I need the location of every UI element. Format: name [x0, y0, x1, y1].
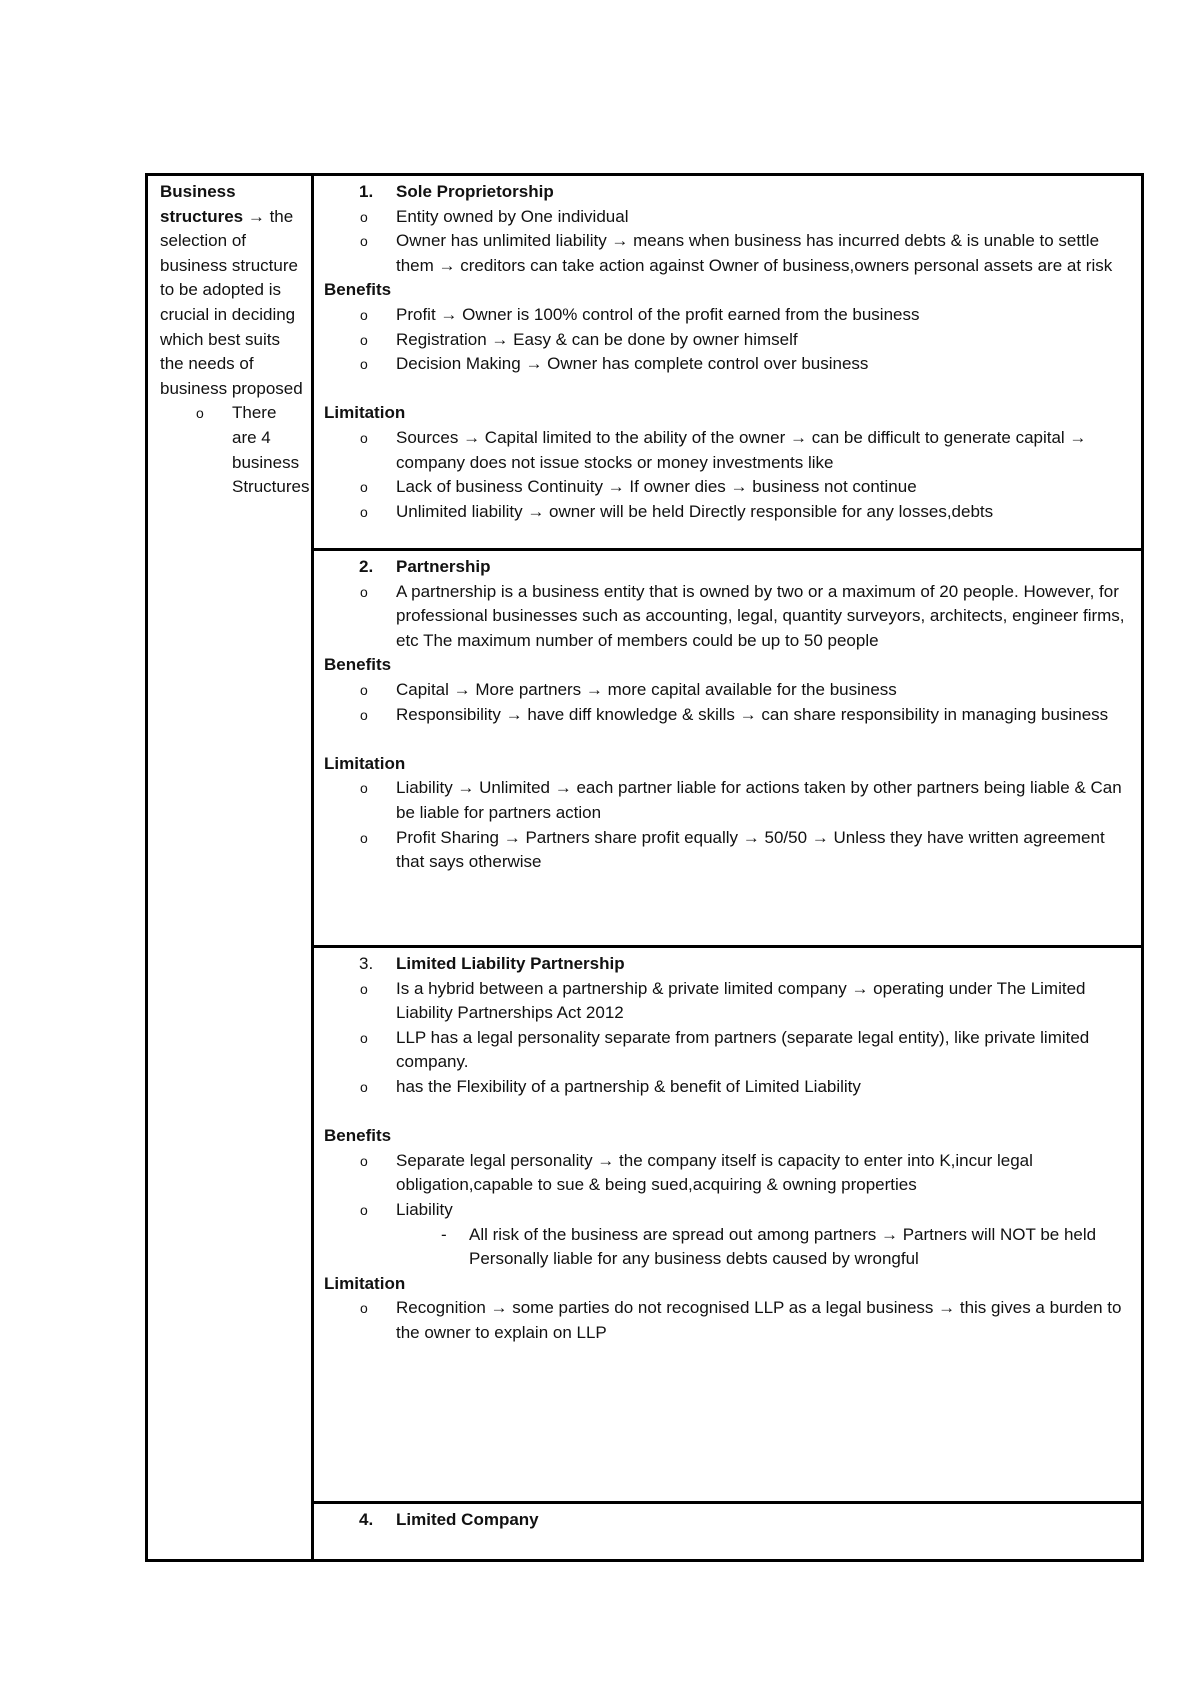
benefits-label: Benefits — [324, 1126, 392, 1146]
list-item-text: Registration → Easy & can be done by owner himself — [396, 329, 798, 349]
list-item — [324, 580, 1131, 654]
bullet-icon: o — [360, 1029, 368, 1046]
limitation-label: Limitation — [324, 403, 406, 423]
bullet-icon: o — [360, 1300, 368, 1317]
intro-rest: → the selection of business structure to be adopted is crucial in deciding which best suits the needs of business proposed — [160, 206, 303, 398]
bullet-icon: o — [360, 829, 368, 846]
list-item — [324, 1296, 1131, 1345]
list-item — [324, 303, 1131, 328]
list-item-text: Responsibility → have diff knowledge & skills → can share responsibility in managing business — [396, 704, 1109, 724]
bullet-icon: o — [360, 479, 368, 496]
list-item-text: Lack of business Continuity → If owner dies → business not continue — [396, 477, 917, 497]
list-item-text: has the Flexibility of a partnership & benefit of Limited Liability — [396, 1076, 861, 1096]
section-number: 1. — [359, 182, 374, 201]
list-item — [324, 826, 1131, 875]
benefits-label: Benefits — [324, 280, 392, 300]
section-number: 4. — [359, 1510, 374, 1529]
list-item — [324, 703, 1131, 728]
bullet-icon: o — [360, 1201, 368, 1218]
list-item-text: Recognition → some parties do not recognised LLP as a legal business → this gives a burden to the owner to explain on LLP — [396, 1298, 1122, 1342]
section-llp — [314, 945, 1141, 1501]
notes-table — [145, 173, 1144, 1562]
bullet-icon: o — [360, 583, 368, 600]
section-heading — [324, 180, 1131, 205]
bullet-icon: o — [360, 681, 368, 698]
list-item — [324, 1075, 1131, 1100]
list-item-text: Liability → Unlimited → each partner liable for actions taken by other partners being liable & Can be liable for partners action — [396, 778, 1122, 822]
intro-bold: Business structures — [160, 182, 244, 226]
list-item-text: LLP has a legal personality separate from partners (separate legal entity), like private limited company. — [396, 1027, 1090, 1072]
section-title: Limited Company — [396, 1510, 539, 1529]
list-item-text: Is a hybrid between a partnership & private limited company → operating under The Limited Liability Partnerships Act 2012 — [396, 978, 1086, 1023]
bullet-icon: o — [360, 1078, 368, 1095]
section-partnership — [314, 548, 1141, 945]
right-column — [314, 176, 1141, 1559]
limitation-label: Limitation — [324, 1273, 406, 1293]
bullet-icon: o — [360, 331, 368, 348]
list-item-text: A partnership is a business entity that is owned by two or a maximum of 20 people. However, for professional businesses such as accounting, legal, quantity surveyors, architects, engineer firms, etc The maximum number of members could be up to 50 people — [396, 581, 1125, 650]
bullet-icon: o — [360, 780, 368, 797]
sub-list-item — [324, 1223, 1131, 1272]
list-item — [324, 1026, 1131, 1075]
list-item — [324, 977, 1131, 1026]
list-item-text: Capital → More partners → more capital available for the business — [396, 679, 897, 699]
list-item-text: Decision Making → Owner has complete control over business — [396, 354, 869, 374]
section-heading — [324, 555, 1131, 580]
list-item — [324, 205, 1131, 230]
list-item — [324, 229, 1131, 278]
section-limited-company — [314, 1501, 1141, 1559]
list-item — [324, 426, 1131, 475]
list-item — [324, 1198, 1131, 1223]
bullet-icon: o — [360, 306, 368, 323]
left-column — [148, 176, 314, 1559]
section-title: Limited Liability Partnership — [396, 954, 625, 973]
section-heading — [324, 952, 1131, 977]
list-item — [324, 1149, 1131, 1198]
section-title: Partnership — [396, 557, 491, 576]
list-item — [160, 401, 310, 499]
bullet-icon: o — [360, 980, 368, 997]
list-item-text: Entity owned by One individual — [396, 206, 629, 226]
bullet-icon: o — [360, 233, 368, 250]
intro-text — [160, 180, 307, 401]
bullet-icon: o — [196, 405, 204, 422]
list-item-text: Sources → Capital limited to the ability of the owner → can be difficult to generate capital → company does not issue stocks or money investments like — [396, 427, 1087, 472]
section-number: 3. — [359, 954, 374, 973]
bullet-icon: o — [360, 503, 368, 520]
bullet-icon: o — [360, 356, 368, 373]
list-item — [324, 328, 1131, 353]
list-item-text: Owner has unlimited liability → means when business has incurred debts & is unable to settle them → creditors can take action against Owner of business,owners personal assets are at risk — [396, 231, 1113, 275]
list-item-text: Separate legal personality → the company itself is capacity to enter into K,incur legal obligation,capable to sue & being sued,acquiring & owning properties — [396, 1150, 1033, 1195]
list-item — [324, 776, 1131, 825]
bullet-icon: o — [360, 1152, 368, 1169]
bullet-icon: o — [360, 208, 368, 225]
list-item — [324, 500, 1131, 525]
bullet-icon: o — [360, 429, 368, 446]
list-item — [324, 678, 1131, 703]
list-item-text: There are 4 business Structures — [232, 403, 310, 497]
list-item-text: Profit Sharing → Partners share profit equally → 50/50 → Unless they have written agreement that says otherwise — [396, 827, 1105, 872]
list-item — [324, 352, 1131, 377]
sub-list-item-text: All risk of the business are spread out among partners → Partners will NOT be held Personally liable for any business debts caused by wrongful — [469, 1224, 1097, 1269]
list-item — [324, 475, 1131, 500]
section-sole-proprietorship — [314, 176, 1141, 548]
benefits-label: Benefits — [324, 655, 392, 675]
section-title: Sole Proprietorship — [396, 182, 554, 201]
list-item-text: Liability — [396, 1199, 453, 1219]
list-item-text: Unlimited liability → owner will be held Directly responsible for any losses,debts — [396, 501, 994, 521]
limitation-label: Limitation — [324, 753, 406, 773]
list-item-text: Profit → Owner is 100% control of the profit earned from the business — [396, 304, 920, 324]
section-heading — [324, 1508, 1131, 1533]
section-number: 2. — [359, 557, 374, 576]
dash-icon: - — [441, 1224, 447, 1244]
bullet-icon: o — [360, 706, 368, 723]
